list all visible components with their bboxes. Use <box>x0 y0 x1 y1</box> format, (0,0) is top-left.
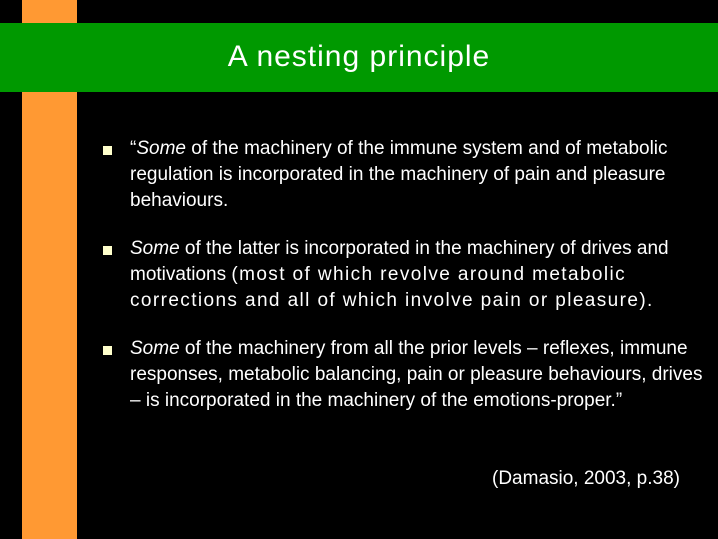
emphasis-word: Some <box>136 138 186 159</box>
bullet-body: of the latter is incorporated in the machinery of drives and motivations <box>130 238 669 285</box>
emphasis-word: Some <box>130 238 180 259</box>
emphasis-word: Some <box>130 338 180 359</box>
open-quote: “ <box>130 138 137 159</box>
bullet-item <box>103 136 703 214</box>
bullet-text <box>130 236 703 314</box>
bullet-text <box>130 336 703 414</box>
bullet-body-parenthetical: (most of which revolve around metabolic corrections and all of which involve pain or pleasure). <box>130 264 654 311</box>
bullet-body: of the machinery of the immune system and of metabolic regulation is incorporated in the machinery of pain and pleasure behaviours. <box>130 138 668 211</box>
bullet-text <box>130 136 703 214</box>
bullet-item <box>103 336 703 414</box>
citation: (Damasio, 2003, p.38) <box>492 468 680 489</box>
square-bullet-icon <box>103 146 112 155</box>
square-bullet-icon <box>103 346 112 355</box>
bullet-list <box>103 136 703 436</box>
slide-title: A nesting principle <box>227 40 491 73</box>
bullet-item <box>103 236 703 314</box>
square-bullet-icon <box>103 246 112 255</box>
bullet-body: of the machinery from all the prior levels – reflexes, immune responses, metabolic balancing, pain or pleasure behaviours, drives – is incorporated in the machinery of the emotions-proper.” <box>130 338 703 411</box>
